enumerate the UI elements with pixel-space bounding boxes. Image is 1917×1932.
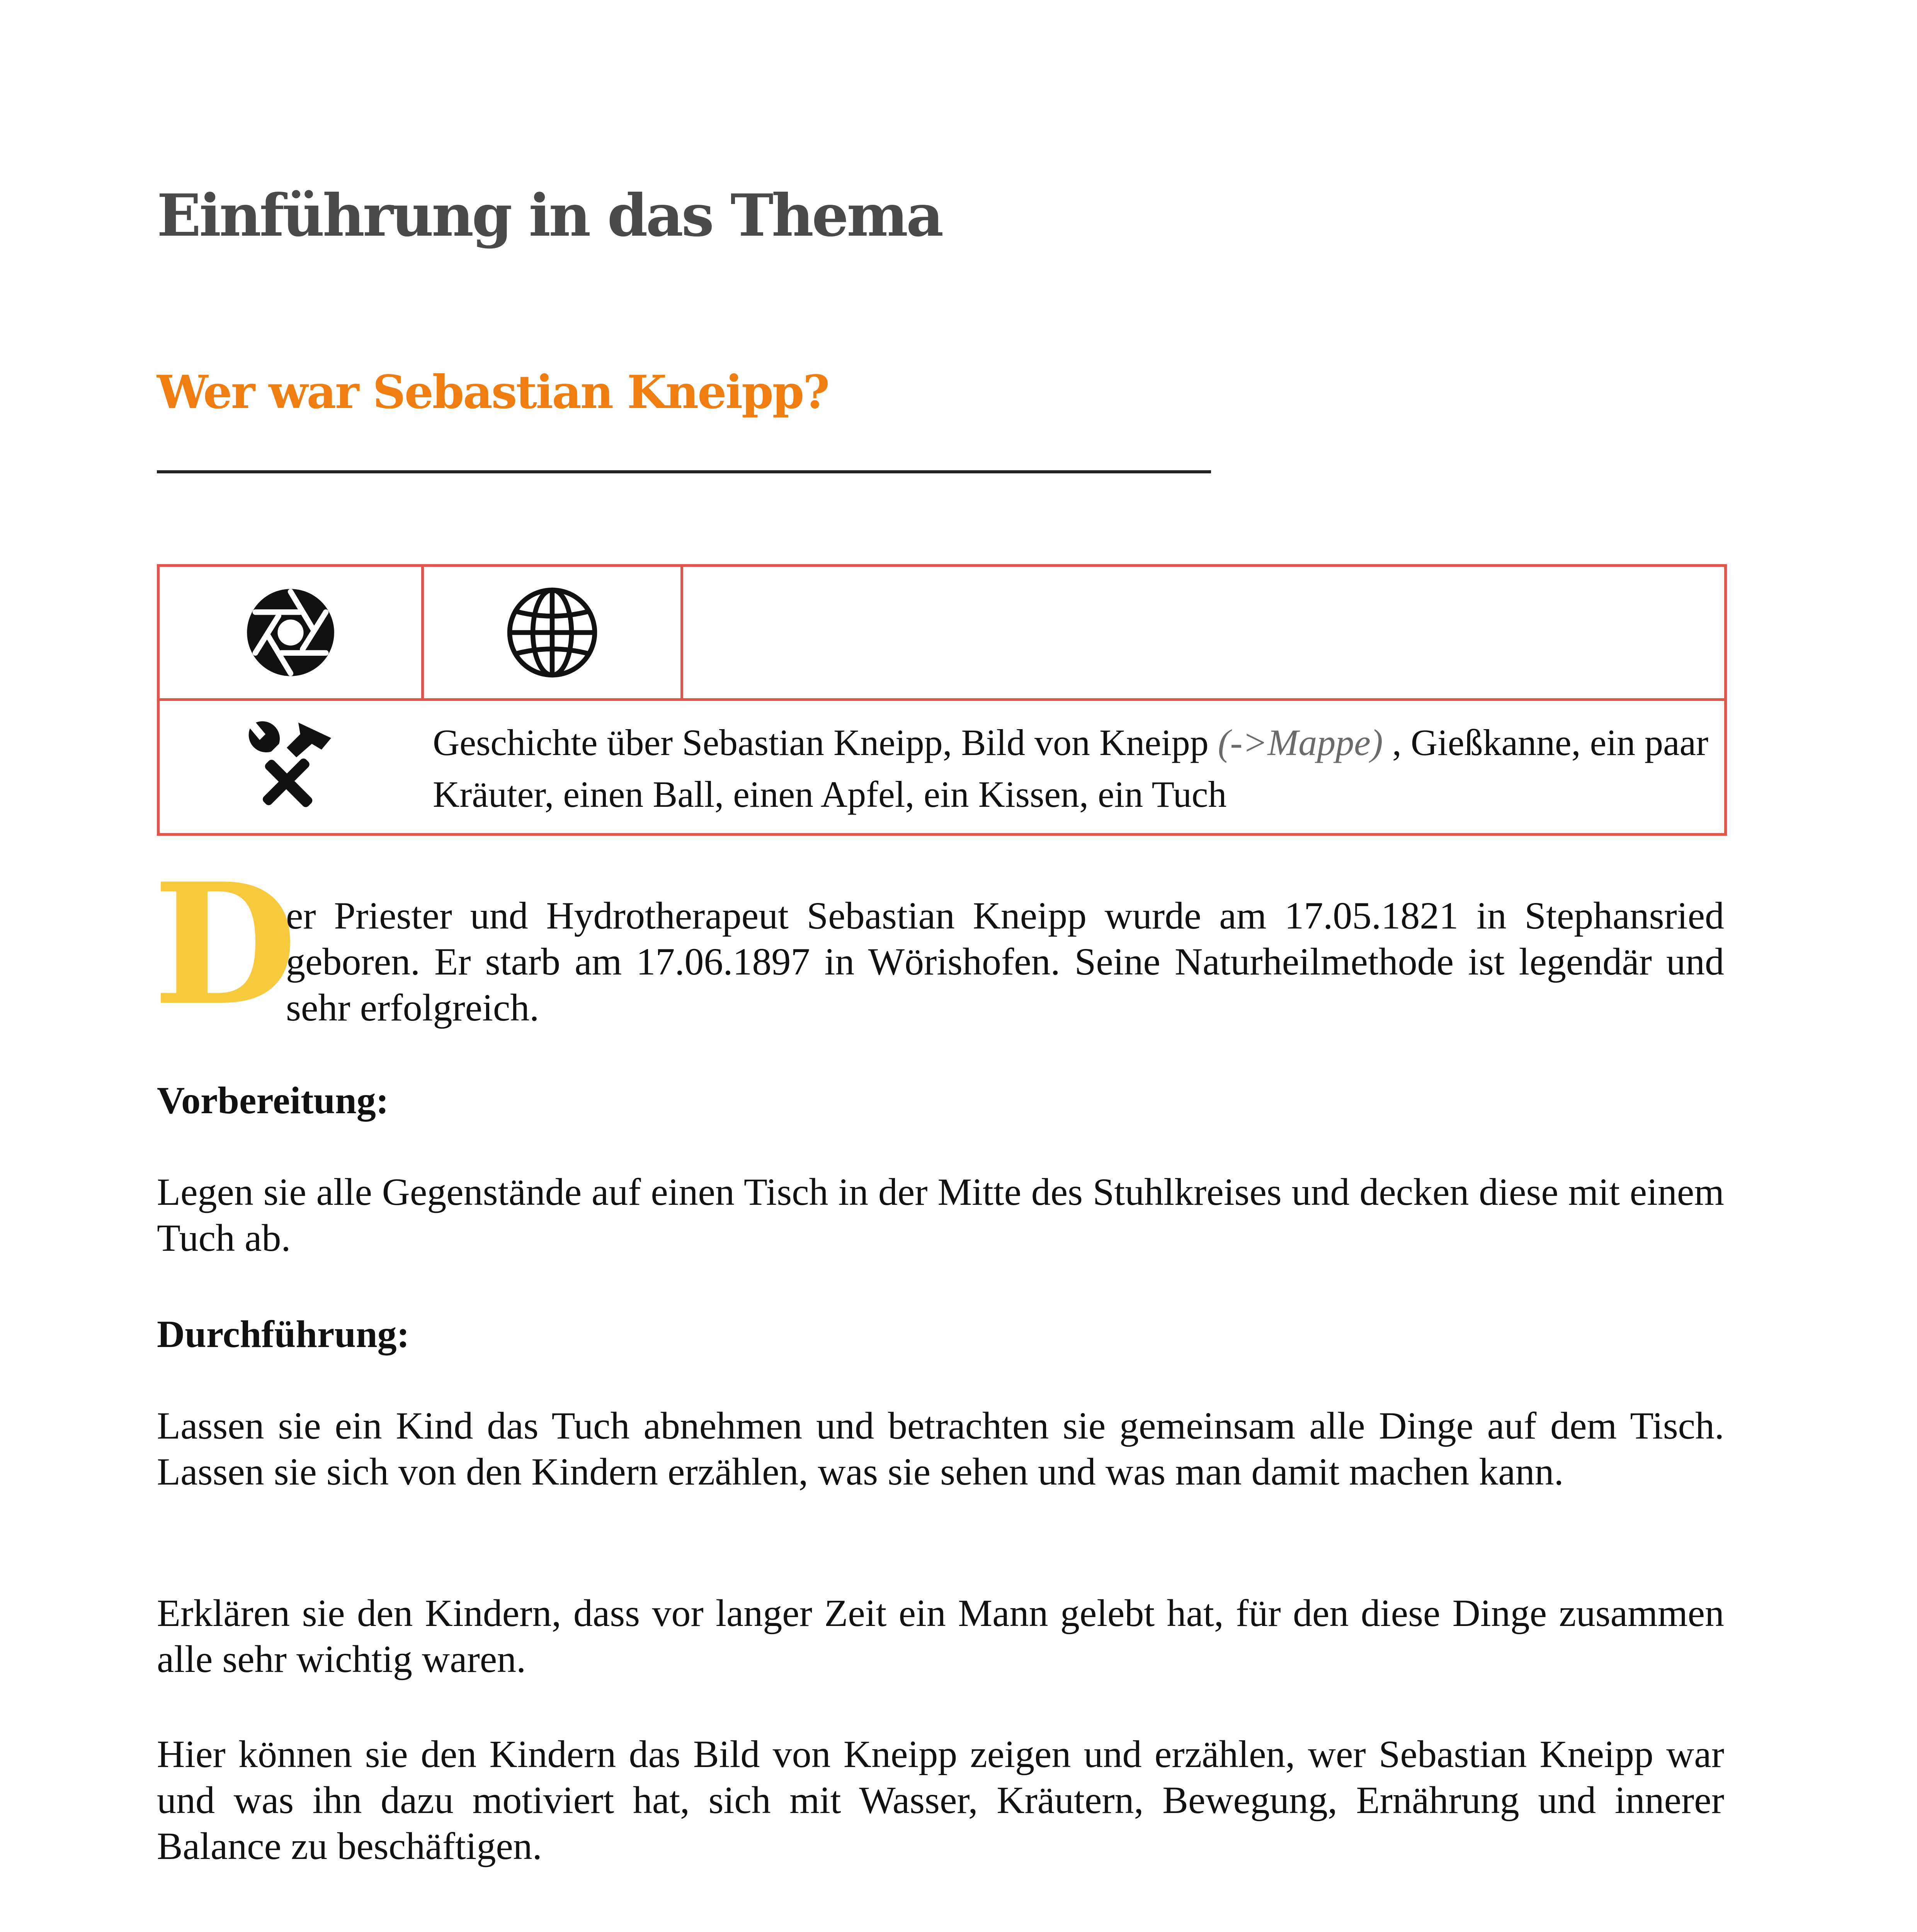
- title-divider: [157, 470, 1211, 473]
- preparation-paragraph: Legen sie alle Gegenstände auf einen Tisch in der Mitte des Stuhlkreises und decken diese mit einem Tuch ab.: [157, 1170, 1724, 1259]
- execution-paragraph: Lassen sie ein Kind das Tuch abnehmen und betrachten sie gemeinsam alle Dinge auf dem Tisch. Lassen sie sich von den Kindern erzählen, was sie sehen und was man damit machen kann.: [157, 1404, 1724, 1493]
- intro-paragraph: er Priester und Hydrotherapeut Sebastian Kneipp wurde am 17.05.1821 in Stephansried geboren. Er starb am 17.06.1897 in Wörishofen. Seine Naturheilmethode ist legendär und sehr erfolgreich.: [286, 894, 1724, 1029]
- camera-cell: [160, 567, 421, 698]
- execution-paragraph: Hier können sie den Kindern das Bild von Kneipp zeigen und erzählen, wer Sebastian Kneipp war und was ihn dazu motiviert hat, sich mit Wasser, Kräutern, Bewegung, Ernährung und innerer Balance zu beschäftigen.: [157, 1733, 1724, 1867]
- table-column-divider: [680, 567, 683, 698]
- table-column-divider: [421, 567, 424, 698]
- camera-aperture-icon: [244, 586, 337, 679]
- globe-icon: [504, 584, 600, 681]
- globe-cell: [424, 567, 680, 698]
- materials-text: Geschichte über Sebastian Kneipp, Bild von Kneipp: [433, 722, 1218, 763]
- execution-heading: Durchführung:: [157, 1313, 410, 1355]
- section-title: Wer war Sebastian Kneipp?: [157, 365, 829, 419]
- tools-cell: [160, 701, 421, 833]
- preparation-heading: Vorbereitung:: [157, 1079, 389, 1122]
- materials-list: [433, 717, 1720, 820]
- page-title: Einführung in das Thema: [157, 182, 942, 250]
- table-row-divider: [160, 698, 1724, 701]
- materials-text-continued: , Gießkanne, ein paar Kräuter, einen Ball, einen Apfel, ein Kissen, ein Tuch: [433, 722, 1709, 815]
- drop-cap: D: [153, 847, 297, 1042]
- folder-hint: (->Mappe): [1218, 722, 1383, 763]
- tools-icon: [242, 719, 339, 815]
- execution-paragraph: Erklären sie den Kindern, dass vor langer Zeit ein Mann gelebt hat, für den diese Dinge zusammen alle sehr wichtig waren.: [157, 1592, 1724, 1680]
